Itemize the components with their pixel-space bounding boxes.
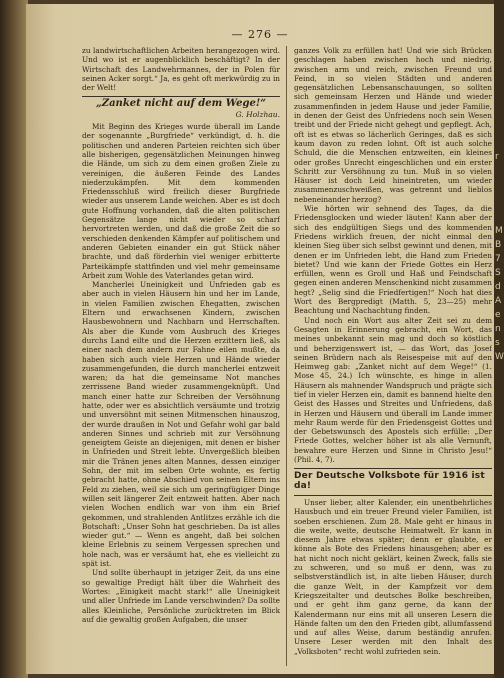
notice-top-rule [294, 468, 492, 469]
right-paragraph-1: ganzes Volk zu erfüllen hat! Und wie sich Brücken geschlagen haben zwischen hoch und niedrig, zwischen arm und reich, zwischen Freund und Feind, in so vielen Städten und anderen gegensätzlichen Lebensanschauungen, so sollten sich gemeinsam Herzen und Hände und wieder zusammenfinden in jedem Hause und jeder Familie, in denen der Geist des Unfriedens noch sein Wesen treibt und der Friede nicht gehegt und gepflegt. Ach, oft ist es etwas so lächerlich Geringes, daß es sich kaum davon zu reden lohnt. Oft ist auch solche Schuld, die die Menschen entzweiten, ein kleines oder großes Unrecht eingeschlichen und ein erster Schritt zur Versöhnung zu tun. Muß in so vielen Häuser ist doch Leid hineintreten, um wieder zusammenzuschweißen, was getrennt und lieblos nebeneinander herzog? [294, 46, 492, 204]
left-paragraph-3: Und sollte überhaupt in jetziger Zeit, da uns eine so gewaltige Predigt hält über die Wahrheit des Wortes: „Einigkeit macht stark!“ alle Uneinigkeit und aller Unfriede im Lande verschwinden? Da sollte alles Kleinliche, Persönliche zurücktreten im Blick auf die gewaltig großen Aufgaben, die unser [82, 568, 280, 624]
edge-letter: B [495, 240, 502, 250]
notice-paragraph: Unser lieber, alter Kalender, ein unentbehrliches Hausbuch und ein treuer Freund vieler Familien, ist soeben erschienen. Zum 28. Male geht er hinaus in die weite, weite, deutsche Heimatwelt. Er kann in diesem Jahre etwas später; denn er glaubte, er könne als Bote des Friedens hinausgehen; aber es hat nicht noch nicht geklärt, keinen Zweck, falls sie zu schweren, und so muß er denn, was zu selbstverständlich ist, in alte lieben Häuser, durch die ganze Welt, in der Kampfzeit vor dem Kriegszeitalter und deutsches Bolke beschreiben, und er geht ihm ganz gerne, da kann der Kalendermann nur eins mit all unseren Lesern die Hände falten um den den Frieden gibt, allumfassend und auf alles Weise, darum beständig anrufen. Unsere Leser werden mit den Inhalt des „Volksboten“ recht wohl zufrieden sein. [294, 497, 492, 656]
edge-letter: W [495, 352, 504, 362]
edge-letter: n [495, 324, 501, 334]
notice-bottom-rule [294, 495, 492, 496]
right-paragraph-3: Und noch ein Wort aus alter Zeit sei zu dem Gesagten in Erinnerung gebracht, ein Wort, das meines unbekannt sein mag und doch so köstlich und beherzigenswert ist, — das Wort, das Josef seinen Brüdern nach als Reisespeise mit auf den Heimweg gab: „Zanket nicht auf dem Wege!“ (1. Mose 45, 24.) Ich wünschte, es hinge in allen Häusern als mahnender Wandspruch und prägte sich tief in vieler Herzen ein, damit es bannend hielte den Geist des Hasses und Streites und Unfriedens, daß in Herzen und Häusern und überall im Lande immer mehr Raum werde für den Friedensgeist Gottes und der Gebetswunsch des Apostels sich erfülle: „Der Friede Gottes, welcher höher ist als alle Vernunft, bewahre eure Herzen und Sinne in Christo Jesu!“ (Phil. 4, 7). [294, 315, 492, 465]
adjacent-page-edge [494, 0, 504, 678]
edge-letter: 7 [495, 254, 501, 264]
right-paragraph-2: Wie hörten wir sehnend des Tages, da die Friedensglocken und wieder läuten! Kann aber der sich des endgültigen Siegs und des kommenden Friedens wirklich freuen, der nicht einmal den kleinen Sieg über sich selbst gewinnt und denen, mit denen er im Unfrieden lebt, die Hand zum Frieden bietet? Und wie kann der Friede Gottes ein Herz erfüllen, wenn es Groll und Haß und Feindschaft gegen einen anderen Menschenkind nicht zusammen hegt? „Selig sind die Friedfertigen!“ Noch hat dies Wort des Bergpredigt (Matth. 5, 23—25) mehr Beachtung und Nachachtung finden. [294, 204, 492, 316]
edge-letter: e [495, 310, 501, 320]
article-byline: G. Holzhau. [235, 109, 280, 119]
edge-letter: M [495, 226, 503, 236]
article-top-rule [82, 96, 280, 97]
left-paragraph-1: Mit Beginn des Krieges wurde überall im Lande der sogenannte „Burgfriede“ verkündigt, d. h. die politischen und anderen Parteien reichten sich über alle bisherigen, gegensätzlichen Meinungen hinweg die Hände, um sich zu dem einen großen Ziele zu vereinigen, die äußeren Feinde des Landes niederzukämpfen. Mit dem kommenden Friedensschluß wird freilich dieser Burgfriede wieder aus unserem Lande weichen. Aber es ist doch gute Hoffnung vorhanden, daß die alten politischen Gegensätze lange nicht wieder so scharf hervortreten werden, und daß die große Zeit die so verschieden denkenden Kämpfer auf politischem und anderen Gebieten einander ein gut Stück näher brachte, und daß förderhin viel weniger erbitterte Parteikämpfe stattfinden und viel mehr gemeinsame Arbeit zum Wohle des Vaterlandes getan wird. [82, 122, 280, 280]
left-paragraph-2: Mancherlei Uneinigkeit und Unfrieden gab es aber auch in vielen Häusern hin und her im Lande, in vielen Familien zwischen Ehegatten, zwischen Eltern und erwachsenen Kindern, zwischen Hausbewohnern und Nachbarn und Herrschaften. Als aber die Kunde vom Ausbruch des Krieges durchs Land eilte und die Herzen erzittern ließ, als einer nach dem andern zur Fahne eilen mußte, da haben sich auch viele Herzen und Hände wieder zusammengefunden, die durch mancherlei entzweit waren; da hat die gemeinsame Not manches zerrissene Band wieder zusammengeknüpft. Und manch einer hatte zur Schreiben der Versöhnung hatte, oder wer es absichtlich versäumte und trotzig und unversöhnt mit seinen Mitmenschen hinauszog, der wurde draußen in Not und Gefahr wohl gar bald anderen Sinnes und schrieb mit zur Versöhnung geneigtem Geiste an diejenigen, mit denen er bisher in Unfrieden und Streit lebte. Unvergeßlich bleiben mir die Tränen jenes alten Mannes, dessen einziger Sohn, der mit im selben Orte wohnte, es fertig gebracht hatte, ohne Abschied von seinen Eltern ins Feld zu ziehen, weil sie sich um geringfügiger Dinge willen seit längerer Zeit entzweit hatten. Aber nach vielen Wochen endlich war von ihm ein Brief gekommen, und strahlenden Antlitzes erzähle ich die Botschaft: „Unser Sohn hat geschrieben. Da ist alles wieder gut.“ — Wenn es angeht, daß bei solchen kleine Erlebnis zu seinem Vergessen sprechen und hole nach, was er versäumt hat, ehe es vielleicht zu spät ist. [82, 280, 280, 569]
edge-letter: r [495, 152, 499, 162]
book-page [26, 4, 494, 674]
left-intro-paragraph: zu landwirtschaftlichen Arbeiten herangezogen wird. Und wo ist er augenblicklich beschäftigt? In der Wirtschaft des Landwehrmannes, der in Polen für seinen Acker sorgt.“ Ja, es geht oft merkwürdig zu in der Welt! [82, 46, 280, 93]
article-title: „Zanket nicht auf dem Wege!“ [96, 98, 266, 110]
edge-letter: A [495, 296, 502, 306]
edge-letter: d [495, 282, 501, 292]
right-column [294, 46, 492, 666]
page-number: — 276 — [231, 28, 289, 41]
notice-title: Der Deutsche Volksbote für 1916 ist da! [294, 471, 485, 491]
edge-letter: s [495, 338, 500, 348]
column-divider [286, 46, 287, 666]
left-column [82, 46, 280, 666]
edge-letter: S [495, 268, 501, 278]
book-spine [0, 0, 28, 678]
